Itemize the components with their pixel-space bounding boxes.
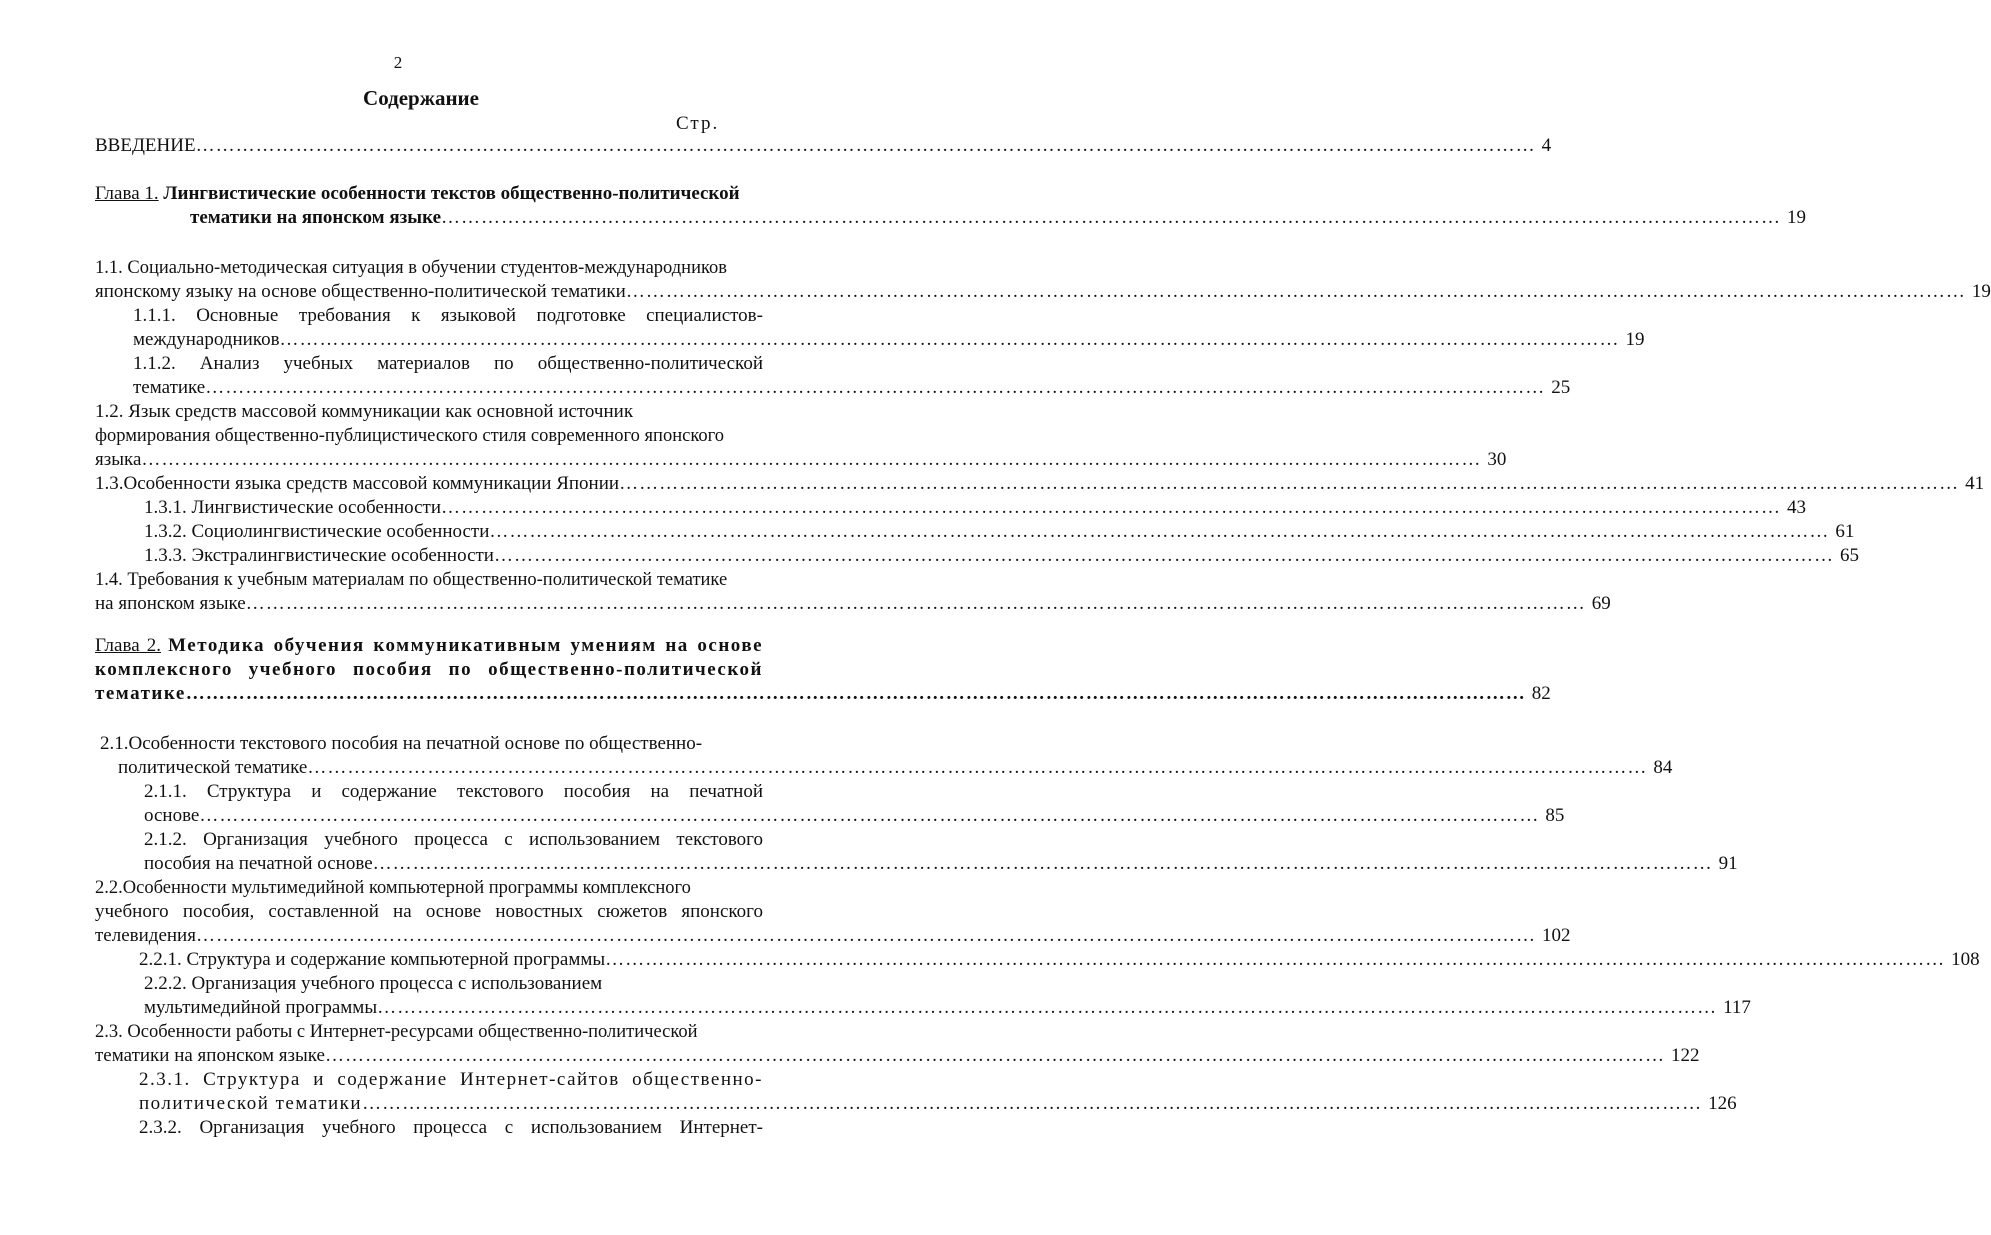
toc-entry-2-2-continuation-2: телевидения ………………………………………………………………………………………………………………………………………………………………………………… 102 [95,925,1571,946]
toc-entry-1-1: 1.1. Социально-методическая ситуация в обучении студентов-международников [95,258,727,278]
toc-entry-2-1-2: 2.1.2. Организация учебного процесса с использованием текстового [144,829,763,850]
toc-entry-1-3: 1.3.Особенности языка средств массовой коммуникации Японии ………………………………………………………………………………………………………………………………………………………………………………… 41 [95,473,1985,494]
toc-entry-1-2: 1.2. Язык средств массовой коммуникации как основной источник [95,401,634,422]
toc-entry-2-2-continuation: учебного пособия, составленной на основе новостных сюжетов японского [95,901,763,922]
toc-entry-1-1-continuation: японскому языку на основе общественно-политической тематики ………………………………………………………………………………………………………………………………………………………………………………… 19 [95,281,1991,302]
toc-entry-intro: ВВЕДЕНИЕ ………………………………………………………………………………………………………………………………………………………………………………… 4 [95,135,1552,156]
toc-entry-2-1-continuation: политической тематике ………………………………………………………………………………………………………………………………………………………………………………… 84 [118,757,1673,778]
toc-entry-2-2: 2.2.Особенности мультимедийной компьютерной программы комплексного [95,878,691,898]
toc-chapter-2-heading: Глава 2. Методика обучения коммуникативным умениям на основе [95,635,764,656]
toc-entry-2-2-1: 2.2.1. Структура и содержание компьютерной программы ………………………………………………………………………………………………………………………………………………………………………………… 108 [139,949,1980,970]
toc-entry-1-1-1-continuation: международников ………………………………………………………………………………………………………………………………………………………………………………… 19 [133,329,1645,350]
toc-entry-1-2-continuation-2: языка ………………………………………………………………………………………………………………………………………………………………………………… 30 [95,449,1507,470]
toc-chapter-2-continuation: комплексного учебного пособия по общественно-политической [95,659,763,680]
toc-entry-2-1-1: 2.1.1. Структура и содержание текстового пособия на печатной [144,781,763,802]
toc-entry-1-1-1: 1.1.1. Основные требования к языковой подготовке специалистов- [133,305,763,326]
page-title: Содержание [363,86,479,110]
toc-entry-1-2-continuation: формирования общественно-публицистического стиля современного японского [95,426,724,446]
toc-entry-2-3-2: 2.3.2. Организация учебного процесса с использованием Интернет- [139,1117,763,1138]
toc-entry-2-3-1: 2.3.1. Структура и содержание Интернет-сайтов общественно- [139,1069,763,1090]
toc-entry-2-2-2-continuation: мультимедийной программы ………………………………………………………………………………………………………………………………………………………………………………… 117 [144,997,1751,1018]
toc-chapter-1-heading: Глава 1. Лингвистические особенности текстов общественно-политической [95,183,740,204]
toc-entry-1-3-1: 1.3.1. Лингвистические особенности ………………………………………………………………………………………………………………………………………………………………………………… 43 [144,497,1807,518]
page-column-header: Стр. [676,113,720,134]
toc-chapter-1-continuation: тематики на японском языке ………………………………………………………………………………………………………………………………………………………………………………… 19 [190,207,1806,228]
toc-entry-1-1-2: 1.1.2. Анализ учебных материалов по общественно-политической [133,353,763,374]
toc-entry-2-3-1-continuation: политической тематики ………………………………………………………………………………………………………………………………………………………………………………… 126 [139,1093,1737,1114]
toc-entry-2-1-2-continuation: пособия на печатной основе ………………………………………………………………………………………………………………………………………………………………………………… 91 [144,853,1738,874]
toc-entry-1-4: 1.4. Требования к учебным материалам по общественно-политической тематике [95,570,728,590]
toc-entry-2-3-continuation: тематики на японском языке ………………………………………………………………………………………………………………………………………………………………………………… 122 [95,1045,1700,1066]
toc-entry-2-1-1-continuation: основе ………………………………………………………………………………………………………………………………………………………………………………… 85 [144,805,1565,826]
toc-entry-1-3-2: 1.3.2. Социолингвистические особенности ………………………………………………………………………………………………………………………………………………………………………………… 61 [144,521,1855,542]
toc-entry-2-2-2: 2.2.2. Организация учебного процесса с использованием [144,973,603,994]
toc-entry-2-3: 2.3. Особенности работы с Интернет-ресурсами общественно-политической [95,1022,698,1042]
toc-entry-1-3-3: 1.3.3. Экстралингвистические особенности ………………………………………………………………………………………………………………………………………………………………………………… 65 [144,545,1859,566]
toc-chapter-2-continuation-2: тематике ………………………………………………………………………………………………………………………………………………………………………………… 82 [95,683,1551,704]
toc-entry-2-1: 2.1.Особенности текстового пособия на печатной основе по общественно- [100,733,703,754]
toc-entry-1-4-continuation: на японском языке ………………………………………………………………………………………………………………………………………………………………………………… 69 [95,593,1611,614]
toc-entry-1-1-2-continuation: тематике ………………………………………………………………………………………………………………………………………………………………………………… 25 [133,377,1571,398]
page-number: 2 [393,53,403,72]
